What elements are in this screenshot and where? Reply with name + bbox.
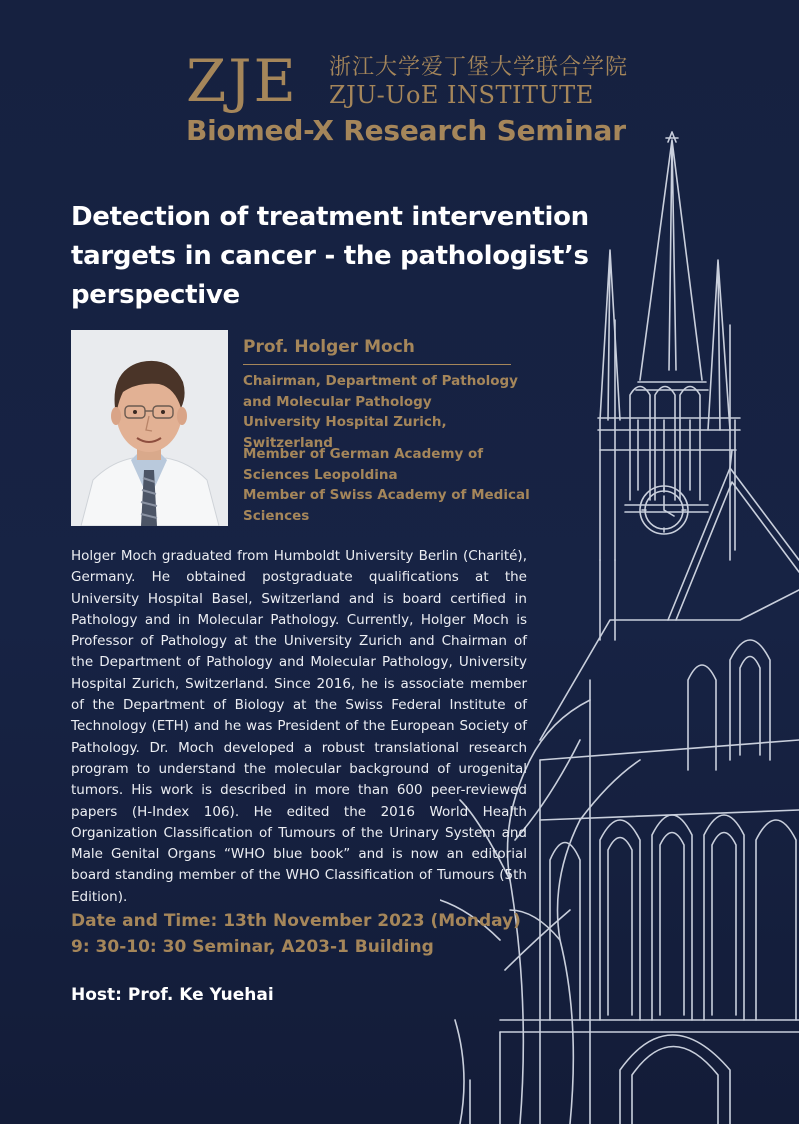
affiliation-line: University Hospital Zurich, Switzerland (243, 414, 447, 451)
talk-title: Detection of treatment intervention targets in cancer - the pathologist’s perspective (71, 202, 589, 310)
speaker-name: Prof. Holger Moch (243, 337, 415, 357)
membership-line: Sciences (243, 507, 310, 524)
speaker-memberships (243, 444, 533, 526)
membership-line: Sciences Leopoldina (243, 466, 398, 483)
membership-line: Member of Swiss Academy of Medical (243, 487, 530, 503)
institute-name-english: ZJU-UoE INSTITUTE (329, 81, 594, 109)
institute-name-chinese: 浙江大学爱丁堡大学联合学院 (329, 55, 629, 80)
seminar-series-title: Biomed-X Research Seminar (186, 114, 626, 147)
affiliation-line: and Molecular Pathology (243, 393, 432, 410)
event-host: Host: Prof. Ke Yuehai (71, 985, 274, 1005)
event-time-location-line: 9: 30-10: 30 Seminar, A203-1 Building (71, 937, 434, 957)
speaker-biography: Holger Moch graduated from Humboldt University Berlin (Charité), Germany. He obtained postgraduate qualifications at the University Hospital Basel, Switzerland and is board certified in Pathology and in Molecular Pathology. Currently, Holger Moch is Professor of Pathology at the University Zurich and Chairman of the Department of Pathology and Molecular Pathology, University Hospital Zurich, Switzerland. Since 2016, he is associate member of the Department of Biology at the Swiss Federal Institute of Technology (ETH) and he was President of the European Society of Pathology. Dr. Moch developed a robust translational research program to understand the molecular background of urogenital tumors. His work is described in more than 600 peer-reviewed papers (H-Index 106). He edited the 2016 World Health Organization Classification of Tumours of the Urinary System and Male Genital Organs “WHO blue book” and is now an editorial board standing member of the WHO Classification of Tumours (5th Edition). (71, 548, 527, 905)
logo-mark: ZJE (186, 47, 298, 115)
speaker-divider (243, 364, 511, 365)
speaker-portrait-illustration (71, 330, 228, 526)
speaker-affiliation (243, 371, 533, 453)
membership-line: Member of German Academy of (243, 446, 484, 462)
speaker-photo (71, 330, 228, 526)
event-date-line: Date and Time: 13th November 2023 (Monday) (71, 911, 521, 931)
affiliation-line: Chairman, Department of Pathology (243, 373, 518, 389)
institute-logo (186, 47, 629, 115)
event-datetime (71, 908, 521, 960)
